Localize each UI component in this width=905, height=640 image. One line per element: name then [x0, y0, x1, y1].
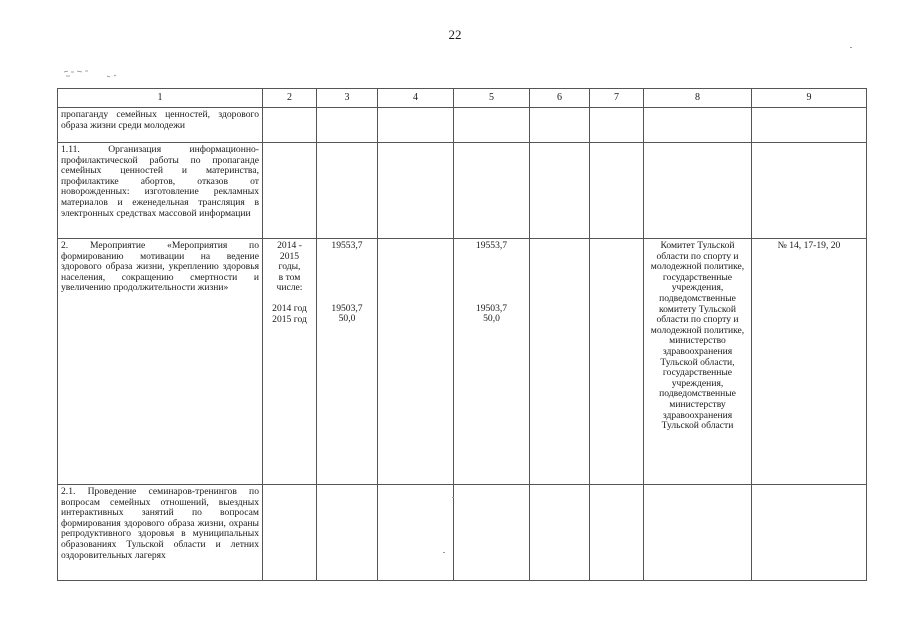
- funding-2014: 19503,7: [331, 302, 363, 314]
- table-cell: [263, 485, 317, 581]
- source-2015: 50,0: [483, 313, 500, 325]
- table-row: [58, 143, 867, 239]
- table-cell: [644, 143, 752, 239]
- table-cell: [590, 239, 644, 485]
- table-cell: [263, 108, 317, 143]
- column-header-4: 4: [378, 89, 454, 108]
- table-row: [58, 239, 867, 485]
- source-2014: 19503,7: [475, 302, 508, 314]
- table-cell: [590, 143, 644, 239]
- scan-speck: [850, 47, 852, 48]
- table-cell: [454, 485, 530, 581]
- funding-total: 19553,7: [331, 240, 363, 251]
- column-header-8: 8: [644, 89, 752, 108]
- table-cell: [530, 485, 590, 581]
- period-year-2014: 2014 год: [272, 302, 307, 314]
- indicator-references: № 14, 17-19, 20: [752, 239, 867, 485]
- activity-description: 1.11. Организация информационно-профилактической работы по пропаганде семейных ценностей и материнства, профилактике абортов, отказов от новорожденных: изготовление рекламных материалов и еженедельная трансляция в электронных средствах массовой информации: [58, 143, 263, 239]
- table-cell: [263, 143, 317, 239]
- scan-speck: [443, 552, 445, 553]
- column-header-6: 6: [530, 89, 590, 108]
- period-year-2015: 2015 год: [272, 313, 307, 325]
- column-header-7: 7: [590, 89, 644, 108]
- activities-table: [57, 88, 867, 581]
- column-header-5: 5: [454, 89, 530, 108]
- column-number-row: [58, 89, 867, 108]
- column-header-9: 9: [752, 89, 867, 108]
- activity-description: 2. Мероприятие «Мероприятия по формированию мотивации на ведение здорового образа жизни, укреплению здоровья населения, сокращению смертности и увеличению продолжительности жизни»: [58, 239, 263, 485]
- activity-description: 2.1. Проведение семинаров-тренингов по вопросам семейных отношений, выездных интерактивных занятий по вопросам формирования здорового образа жизни, охраны репродуктивного здоровья в муниципальных образованиях Тульской области и летних оздоровительных лагерях: [58, 485, 263, 581]
- table-cell: [378, 108, 454, 143]
- table-cell: [378, 143, 454, 239]
- table-cell: [530, 239, 590, 485]
- column-header-3: 3: [317, 89, 378, 108]
- page-number: 22: [448, 27, 462, 42]
- table-cell: [644, 108, 752, 143]
- table-cell: [378, 239, 454, 485]
- table-cell: [752, 143, 867, 239]
- funding-source-cell: [454, 239, 530, 485]
- table-cell: [454, 143, 530, 239]
- funding-2015: 50,0: [338, 313, 356, 325]
- table-cell: [317, 143, 378, 239]
- table-cell: [644, 485, 752, 581]
- source-total: 19553,7: [475, 240, 508, 251]
- funding-total-cell: [317, 239, 378, 485]
- table-cell: [317, 108, 378, 143]
- table-cell: [752, 108, 867, 143]
- responsible-executors: Комитет Тульской области по спорту и молодежной политике, государственные учреждения, подведомственные комитету Тульской области по спорту и молодежной политике, министерство здравоохранения Тульской области, государственные учреждения, подведомственные министерству здравоохранения Тульской области: [644, 239, 752, 485]
- column-header-2: 2: [263, 89, 317, 108]
- scan-artifact: [62, 66, 122, 80]
- table-cell: [530, 143, 590, 239]
- table-row: [58, 485, 867, 581]
- table-cell: [590, 485, 644, 581]
- table-cell: [590, 108, 644, 143]
- table-cell: [317, 485, 378, 581]
- column-header-1: 1: [58, 89, 263, 108]
- table-cell: [752, 485, 867, 581]
- scan-speck: [452, 497, 454, 498]
- period-range: 2014 - 2015 годы, в том числе:: [276, 240, 303, 294]
- table-cell: [378, 485, 454, 581]
- table-cell: [454, 108, 530, 143]
- period-cell: [263, 239, 317, 485]
- table-cell: [530, 108, 590, 143]
- activity-description: пропаганду семейных ценностей, здорового образа жизни среди молодежи: [58, 108, 263, 143]
- table-row: [58, 108, 867, 143]
